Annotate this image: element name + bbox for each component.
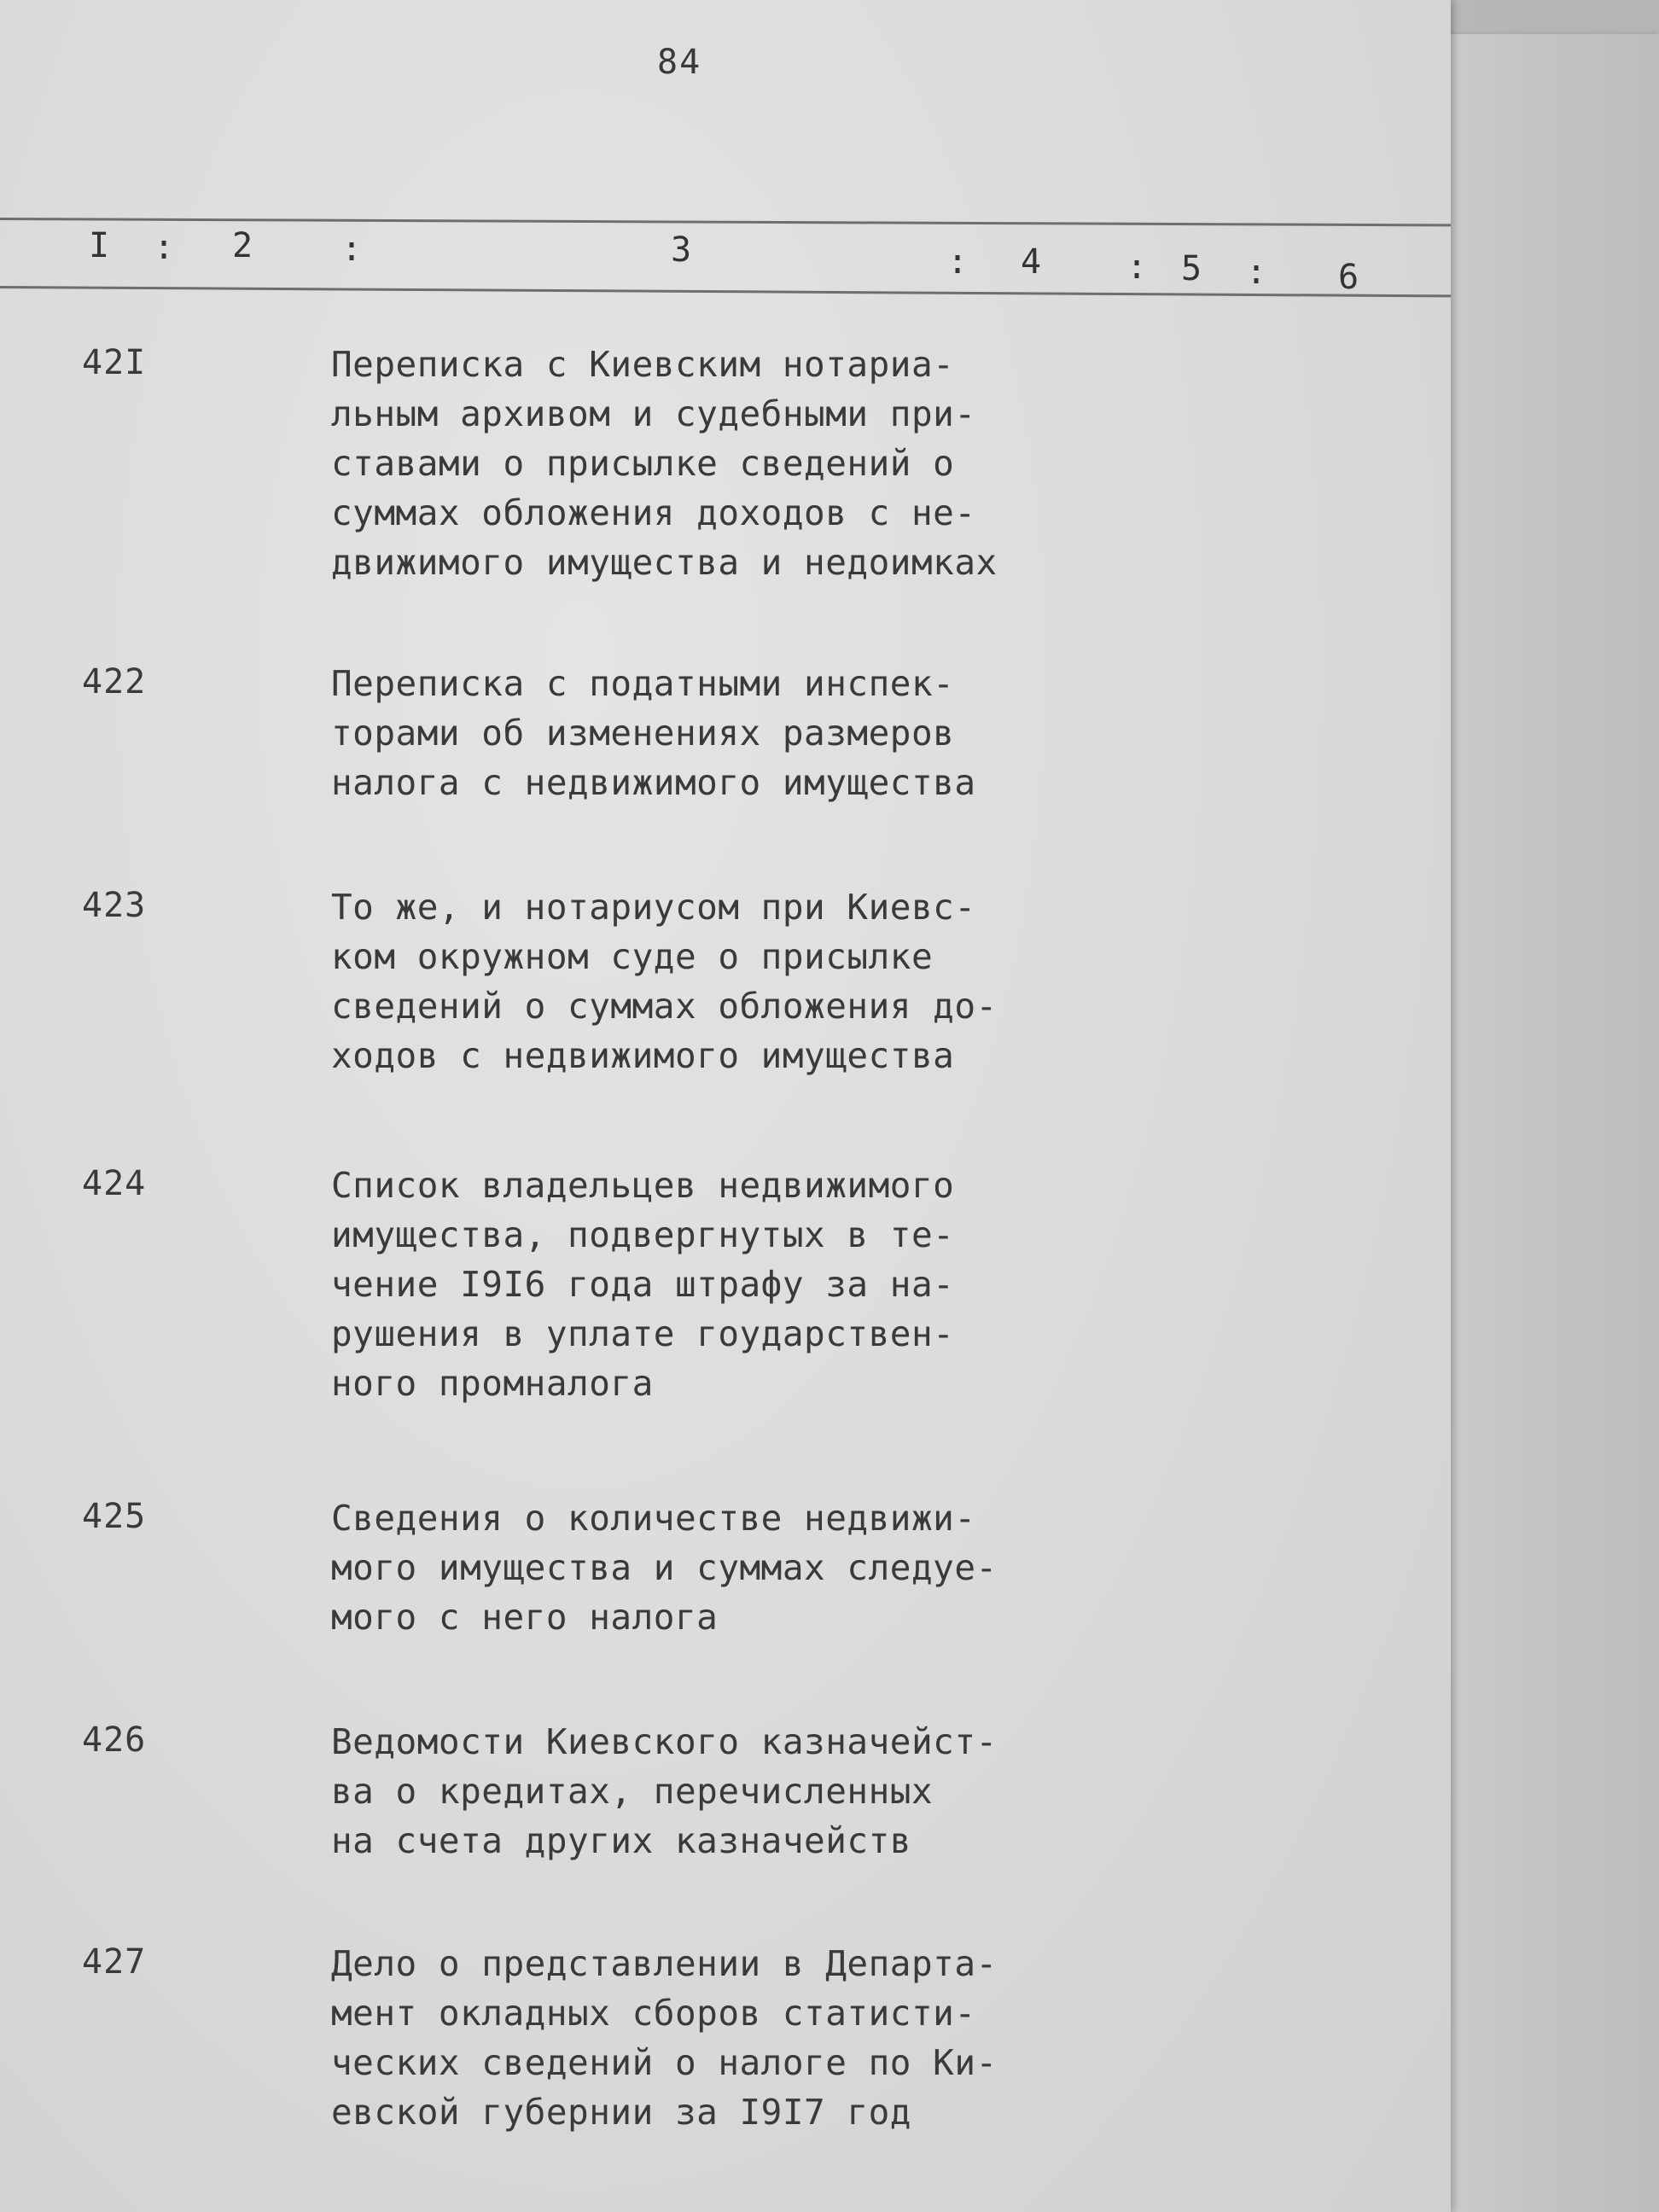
entry-line: Переписка с податными инспек-: [331, 663, 955, 704]
entry-description: [331, 882, 1014, 1080]
column-separator: :: [341, 230, 363, 269]
entry-line: мого с него налога: [331, 1597, 719, 1638]
entry-line: ного промналога: [331, 1363, 654, 1404]
header-rule-top: [0, 218, 1451, 226]
entry-line: чение I9I6 года штрафу за на-: [331, 1264, 955, 1305]
entry-number: 422: [82, 662, 147, 701]
entry-description: [331, 1939, 1014, 2137]
entry-line: льным архивом и судебными при-: [331, 393, 976, 434]
column-header-6: 6: [1338, 258, 1359, 297]
entry-number: 427: [82, 1942, 147, 1982]
entry-line: ком окружном суде о присылке: [331, 936, 934, 977]
entry-number: 426: [82, 1720, 147, 1760]
entry-line: рушения в уплате гоударствен-: [331, 1313, 955, 1354]
column-header-2: 2: [232, 226, 253, 265]
entry-description: [331, 1161, 1014, 1408]
entry-line: Сведения о количестве недвижи-: [331, 1498, 976, 1539]
entry-line: на счета других казначейств: [331, 1820, 911, 1861]
entry-line: евской губернии за I9I7 год: [331, 2092, 911, 2133]
column-separator: :: [1126, 247, 1148, 287]
entry-line: То же, и нотариусом при Киевс-: [331, 887, 976, 928]
header-rule-bottom: [0, 286, 1451, 297]
entry-line: Ведомости Киевского казначейст-: [331, 1721, 998, 1762]
column-separator: :: [154, 228, 175, 267]
entry-number: 425: [82, 1497, 147, 1536]
entry-line: ходов с недвижимого имущества: [331, 1035, 955, 1076]
entry-line: мого имущества и суммах следуе-: [331, 1547, 998, 1588]
entry-line: движимого имущества и недоимках: [331, 542, 998, 583]
column-header-3: 3: [671, 230, 692, 270]
entry-line: торами об изменениях размеров: [331, 713, 955, 754]
column-header-4: 4: [1021, 242, 1042, 282]
column-separator: :: [1246, 253, 1267, 292]
entry-line: налога с недвижимого имущества: [331, 762, 976, 803]
entry-number: 42I: [82, 343, 147, 382]
entry-description: [331, 659, 1014, 807]
column-header-1: I: [89, 226, 110, 265]
entry-line: мент окладных сборов статисти-: [331, 1993, 976, 2034]
entry-description: [331, 340, 1014, 587]
column-separator: :: [947, 242, 969, 282]
entry-line: Список владельцев недвижимого: [331, 1165, 955, 1206]
entry-line: суммах обложения доходов с не-: [331, 492, 976, 533]
entry-line: ва о кредитах, перечисленных: [331, 1771, 934, 1812]
entry-description: [331, 1717, 1014, 1866]
column-header-5: 5: [1181, 249, 1202, 288]
entry-number: 423: [82, 886, 147, 925]
entry-line: ческих сведений о налоге по Ки-: [331, 2042, 998, 2083]
entry-line: ставами о присылке сведений о: [331, 443, 955, 484]
entry-line: Дело о представлении в Департа-: [331, 1943, 998, 1984]
entry-line: сведений о суммах обложения до-: [331, 986, 998, 1027]
entry-description: [331, 1493, 1014, 1642]
entry-line: имущества, подвергнутых в те-: [331, 1214, 955, 1255]
entry-line: Переписка с Киевским нотариа-: [331, 344, 955, 385]
page-number: 84: [657, 43, 702, 82]
entry-number: 424: [82, 1164, 147, 1203]
